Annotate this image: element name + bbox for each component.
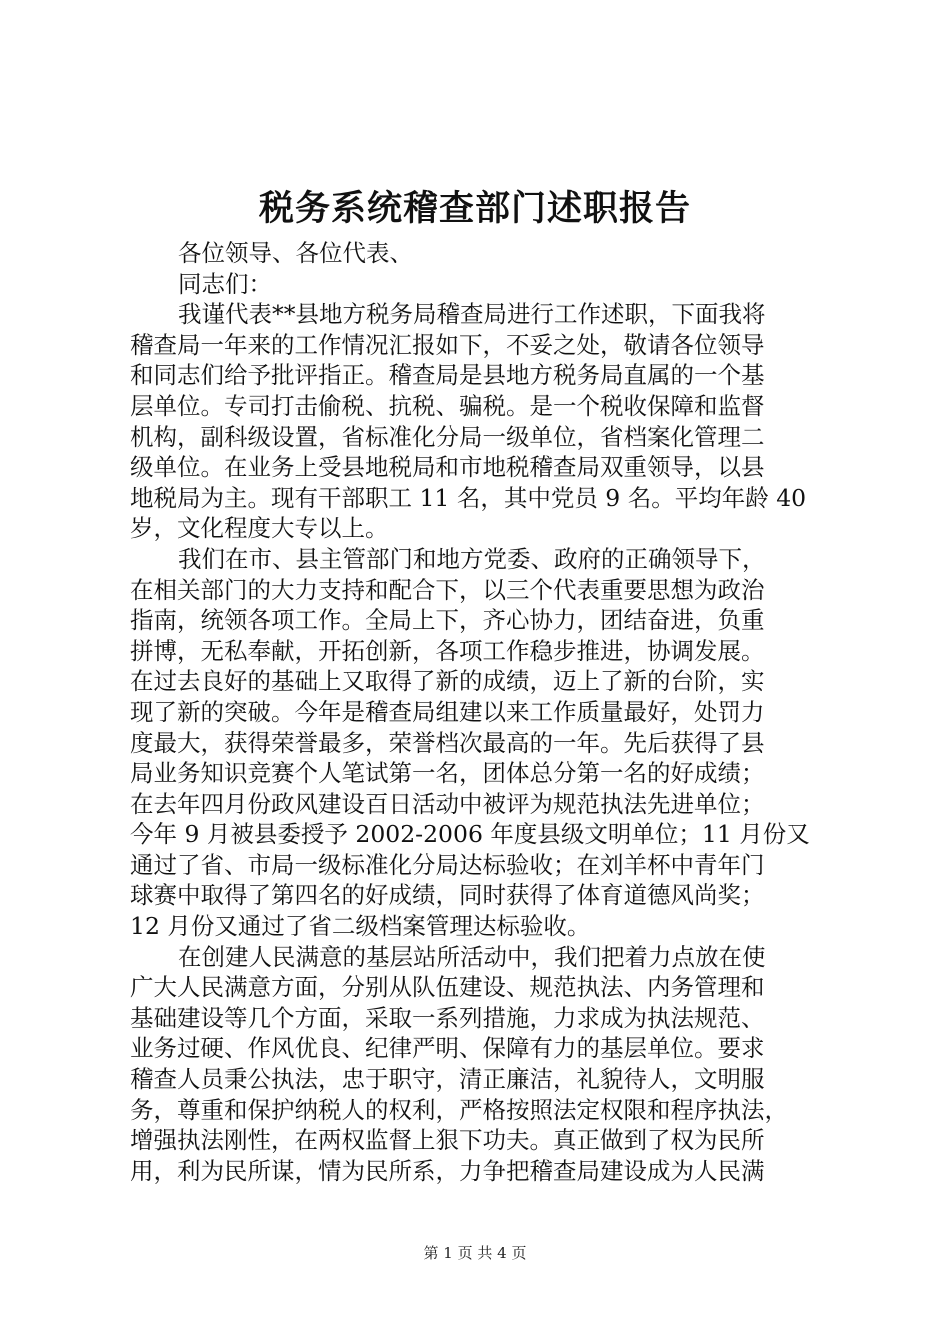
text-line: 我谨代表**县地方税务局稽查局进行工作述职，下面我将 xyxy=(178,300,766,329)
text-line: 指南，统领各项工作。全局上下，齐心协力，团结奋进，负重 xyxy=(130,606,765,635)
page-footer: 第 1 页 共 4 页 xyxy=(423,1244,527,1262)
text-line: 业务过硬、作风优良、纪律严明、保障有力的基层单位。要求 xyxy=(130,1034,765,1063)
text-line: 现了新的突破。今年是稽查局组建以来工作质量最好，处罚力 xyxy=(130,697,765,726)
text-line: 今年 9 月被县委授予 2002-2006 年度县级文明单位；11 月份又 xyxy=(130,820,810,849)
text-line: 稽查局一年来的工作情况汇报如下，不妥之处，敬请各位领导 xyxy=(130,330,765,359)
text-line: 在过去良好的基础上又取得了新的成绩，迈上了新的台阶，实 xyxy=(130,667,765,696)
text-line: 用，利为民所谋，情为民所系，力争把稽查局建设成为人民满 xyxy=(130,1156,765,1185)
text-line: 通过了省、市局一级标准化分局达标验收；在刘羊杯中青年门 xyxy=(130,850,765,879)
text-line: 地税局为主。现有干部职工 11 名，其中党员 9 名。平均年龄 40 xyxy=(130,483,807,512)
text-line: 层单位。专司打击偷税、抗税、骗税。是一个税收保障和监督 xyxy=(130,391,765,420)
text-line: 稽查人员秉公执法，忠于职守，清正廉洁，礼貌待人，文明服 xyxy=(130,1065,765,1094)
text-line: 拼博，无私奉献，开拓创新，各项工作稳步推进，协调发展。 xyxy=(130,636,765,665)
text-line: 基础建设等几个方面，采取一系列措施，力求成为执法规范、 xyxy=(130,1003,765,1032)
text-line: 在去年四月份政风建设百日活动中被评为规范执法先进单位； xyxy=(130,789,765,818)
text-line: 机构，副科级设置，省标准化分局一级单位，省档案化管理二 xyxy=(130,422,765,451)
text-line: 同志们： xyxy=(178,269,272,298)
text-line: 各位领导、各位代表、 xyxy=(178,239,413,267)
text-line: 增强执法刚性，在两权监督上狠下功夫。真正做到了权为民所 xyxy=(130,1126,765,1155)
text-line: 在创建人民满意的基层站所活动中，我们把着力点放在使 xyxy=(178,942,766,971)
text-line: 度最大，获得荣誉最多，荣誉档次最高的一年。先后获得了县 xyxy=(130,728,765,757)
text-line: 务，尊重和保护纳税人的权利，严格按照法定权限和程序执法， xyxy=(130,1095,788,1124)
text-line: 和同志们给予批评指正。稽查局是县地方税务局直属的一个基 xyxy=(130,361,765,390)
text-line: 级单位。在业务上受县地税局和市地税稽查局双重领导，以县 xyxy=(130,453,765,482)
text-line: 广大人民满意方面，分别从队伍建设、规范执法、内务管理和 xyxy=(130,973,765,1002)
text-line: 球赛中取得了第四名的好成绩，同时获得了体育道德风尚奖； xyxy=(130,881,765,910)
text-line: 我们在市、县主管部门和地方党委、政府的正确领导下， xyxy=(178,544,766,573)
text-line: 岁，文化程度大专以上。 xyxy=(130,514,389,543)
text-line: 局业务知识竞赛个人笔试第一名，团体总分第一名的好成绩； xyxy=(130,759,765,788)
text-line: 12 月份又通过了省二级档案管理达标验收。 xyxy=(130,912,591,941)
document-body xyxy=(130,238,830,1186)
text-line: 在相关部门的大力支持和配合下，以三个代表重要思想为政治 xyxy=(130,575,765,604)
document-title: 税务系统稽查部门述职报告 xyxy=(258,188,691,229)
